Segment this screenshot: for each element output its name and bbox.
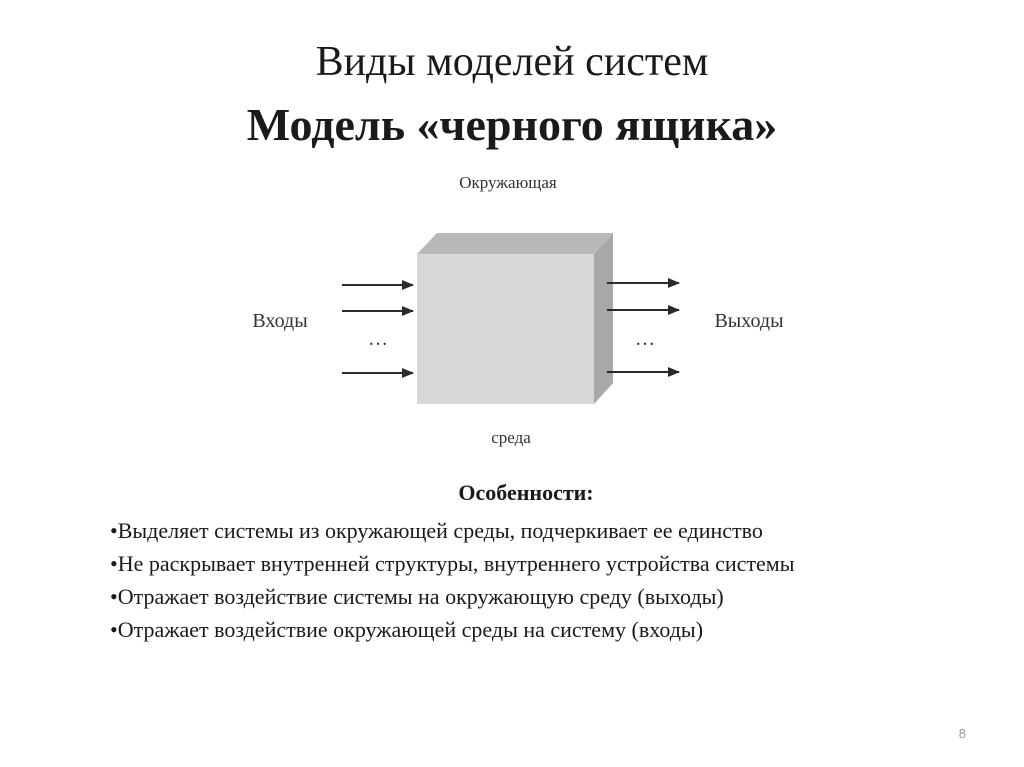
environment-label-bottom: среда	[491, 428, 531, 447]
slide-subtitle: Модель «черного ящика»	[246, 99, 778, 150]
features-heading: Особенности:	[458, 480, 594, 505]
black-box-side-face	[594, 233, 613, 404]
outputs-label: Выходы	[714, 310, 784, 332]
feature-item: •Не раскрывает внутренней структуры, внутреннего устройства системы	[110, 551, 795, 576]
slide-title: Виды моделей систем	[315, 39, 709, 85]
feature-item: •Отражает воздействие системы на окружающую среду (выходы)	[110, 584, 724, 609]
black-box	[417, 254, 594, 404]
inputs-ellipsis: …	[368, 328, 388, 350]
features-list	[110, 514, 930, 646]
feature-item: •Выделяет системы из окружающей среды, подчеркивает ее единство	[110, 518, 763, 543]
inputs-label: Входы	[252, 310, 308, 332]
environment-label-top: Окружающая	[459, 173, 557, 192]
feature-item: •Отражает воздействие окружающей среды на систему (входы)	[110, 617, 704, 642]
outputs-ellipsis: …	[635, 328, 655, 350]
black-box-top-face	[417, 233, 613, 254]
page-number: 8	[958, 726, 966, 741]
